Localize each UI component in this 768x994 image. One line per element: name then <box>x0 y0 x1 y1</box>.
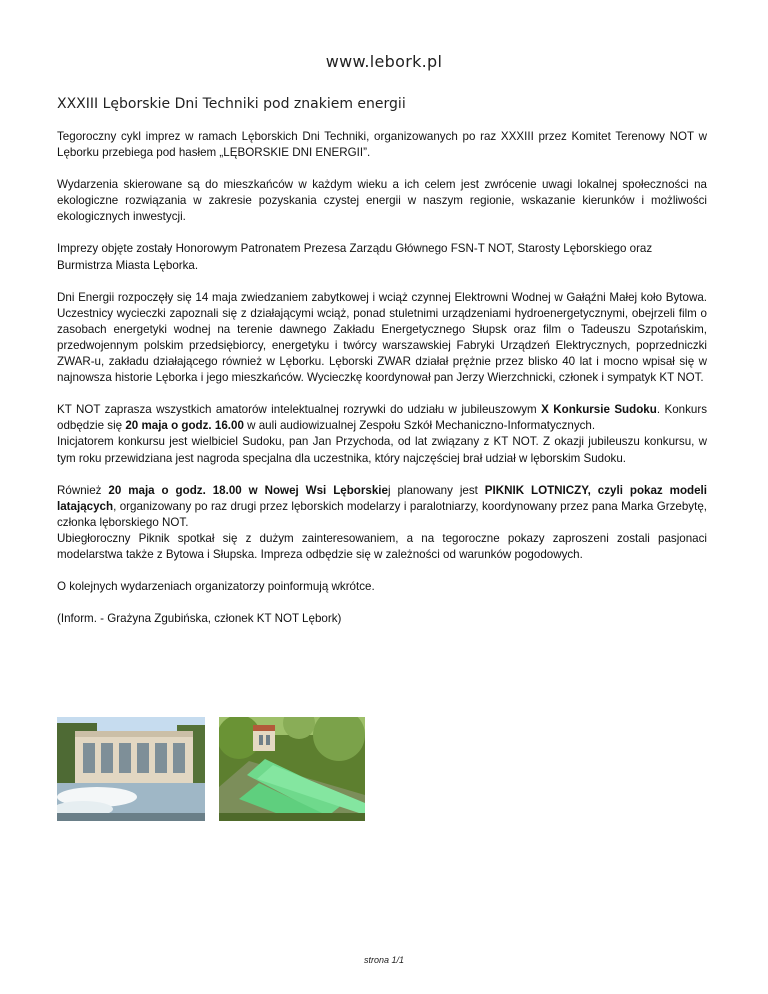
paragraph-picnic <box>57 483 707 531</box>
picnic-text-1: Również <box>57 483 109 497</box>
sudoku-text-2: . Konkurs odbędzie się <box>57 403 707 433</box>
picnic-text-2: j planowany jest <box>387 483 485 497</box>
site-header: www.lebork.pl <box>325 52 443 71</box>
page-number: strona 1/1 <box>363 955 405 965</box>
picnic-highlight-date: 20 maja o godz. 18.00 w Nowej Wsi Lęborskie <box>108 483 388 497</box>
sudoku-highlight-date: 20 maja o godz. 16.00 <box>125 419 244 433</box>
hydro-plant-building-photo <box>57 717 205 821</box>
picnic-highlight-event: PIKNIK LOTNICZY, czyli pokaz modeli latających <box>57 483 708 513</box>
paragraph-goals: Wydarzenia skierowane są do mieszkańców w każdym wieku a ich celem jest zwrócenie uwagi lokalnej społeczności na ekologiczne rozwiązania w zakresie pozyskania czystej energii w naszym regionie, wskazanie kierunków i możliwości ekologicznych inwestycji. <box>57 178 707 224</box>
paragraph-trip: Dni Energii rozpoczęły się 14 maja zwiedzaniem zabytkowej i wciąż czynnej Elektrowni Wodnej w Gałąźni Małej koło Bytowa. Uczestnicy wycieczki zapoznali się z działającymi wciąż, ponad stuletnimi urządzeniami hydroenergetycznymi, obejrzeli film o zasobach energetyki wodnej na terenie dawnego Zakładu Energetycznego Słupsk oraz film o Tadeuszu Szpotańskim, przedwojennym polskim przedsiębiorcy, energetyku i twórcy warszawskiej Fabryki Urządzeń Elektrycznych, poprzedniczki ZWAR-u, zakładu działającego również w Lęborku. Lęborski ZWAR działał prężnie przez blisko 40 lat i mocno wpisał się w najnowsza historie Lęborka i jego mieszkańców. Wycieczkę koordynował pan Jerzy Wierzchnicki, członek i sympatyk KT NOT. <box>57 290 707 385</box>
sudoku-text-3: w auli audiowizualnej Zespołu Szkół Mechaniczno-Informatycznych. <box>243 419 596 433</box>
paragraph-patronage: Imprezy objęte zostały Honorowym Patronatem Prezesa Zarządu Głównego FSN-T NOT, Starosty Lęborskiego oraz Burmistrza Miasta Lęborka. <box>57 242 653 272</box>
article-body <box>57 129 707 643</box>
paragraph-sudoku <box>57 402 707 434</box>
picnic-text-3: , organizowany po raz drugi przez lęborskich modelarzy i paralotniarzy, koordynowany przez pana Marka Grzebytę, członka lęborskiego NOT. <box>57 499 707 529</box>
paragraph-sudoku-initiator: Inicjatorem konkursu jest wielbiciel Sudoku, pan Jan Przychoda, od lat związany z KT NOT. Z okazji jubileuszu konkursu, w tym roku przewidziana jest nagroda specjalna dla uczestnika, który najczęściej brał udział w lęborskim Sudoku. <box>57 435 707 465</box>
paragraph-intro: Tegoroczny cykl imprez w ramach Lęborskich Dni Techniki, organizowanych po raz XXXIII przez Komitet Terenowy NOT w Lęborku przebiega pod hasłem „LĘBORSKIE DNI ENERGII”. <box>57 130 707 160</box>
hydro-pipelines-photo <box>219 717 365 821</box>
paragraph-upcoming: O kolejnych wydarzeniach organizatorzy poinformują wkrótce. <box>57 580 375 594</box>
paragraph-author: (Inform. - Grażyna Zgubińska, członek KT NOT Lębork) <box>57 612 342 626</box>
sudoku-highlight-contest: X Konkursie Sudoku <box>541 403 657 417</box>
paragraph-picnic-last-year: Ubiegłoroczny Piknik spotkał się z dużym zainteresowaniem, a na tegoroczne pokazy zaproszeni zostali pasjonaci modelarstwa także z Bytowa i Słupska. Impreza odbędzie się w zależności od warunków pogodowych. <box>57 531 707 561</box>
article-title: XXXIII Lęborskie Dni Techniki pod znakiem energii <box>57 96 406 112</box>
sudoku-text-1: KT NOT zaprasza wszystkich amatorów intelektualnej rozrywki do udziału w jubileuszowym <box>57 403 542 417</box>
